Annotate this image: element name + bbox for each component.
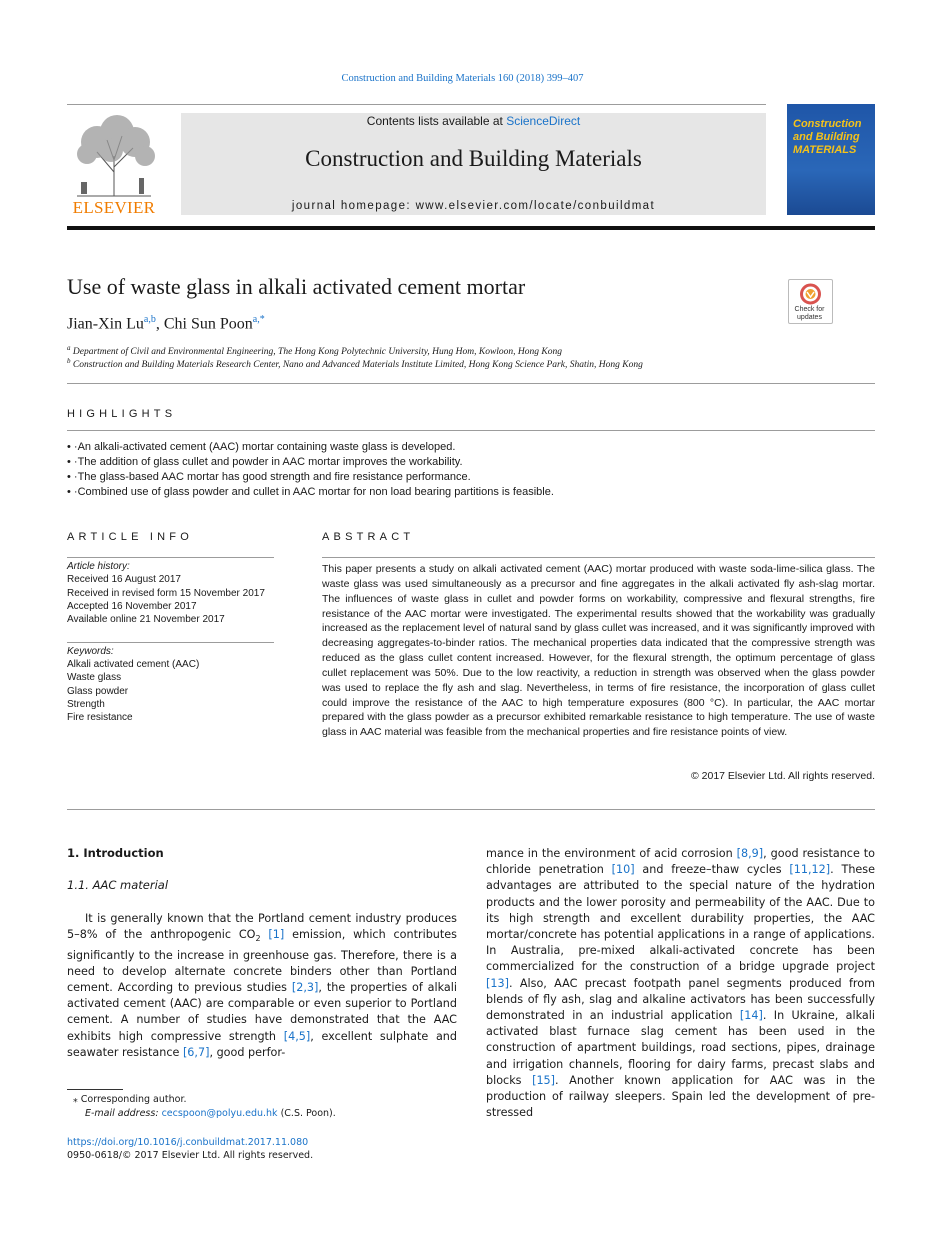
keywords-label: Keywords: [67,646,114,657]
contents-line [181,114,766,128]
body-column-left [67,911,457,1061]
check-updates-icon [789,280,832,306]
affiliation-text: Department of Civil and Environmental Engineering, The Hong Kong Polytechnic University, Hung Hom, Kowloon, Hong Kong [72,347,562,358]
subsection-heading: 1.1. AAC material [67,878,169,892]
author-affiliation-marker[interactable]: a,* [252,314,265,325]
body-text: and freeze–thaw cycles [634,863,790,877]
corresponding-text: Corresponding author. [80,1094,187,1105]
citation-link[interactable]: [6,7] [182,1045,210,1059]
body-text: emission, which contributes significantly to the increase in greenhouse gas. Therefore, there is a need to develop alternate concrete binders other than Portland cement. According to previous studies [67,928,457,995]
doi-link[interactable]: https://doi.org/10.1016/j.conbuildmat.2017.11.080 [67,1137,309,1148]
email-suffix: (C.S. Poon). [277,1108,336,1119]
body-text: . In Ukraine, alkali activated blast furnace slag cement has been used in the construction of apartment buildings, road sections, pipes, drainage and irrigation channels, flooring for dairy farms, precast slabs and blocks [486,1009,875,1087]
journal-homepage [181,200,766,212]
footnote-rule [67,1089,123,1090]
abstract-copyright: © 2017 Elsevier Ltd. All rights reserved. [691,770,875,782]
affiliation-marker: a [67,344,71,352]
highlight-item: • ·An alkali-activated cement (AAC) mortar containing waste glass is developed. [67,441,456,453]
body-text: , good perfor- [209,1045,286,1059]
body-text: . Also, AAC precast footpath panel segments produced from blends of fly ash, slag and alkaline activators has been successfully demonstrated in an industrial application [486,976,875,1023]
divider [67,642,274,643]
homepage-url[interactable]: www.elsevier.com/locate/conbuildmat [415,200,656,212]
highlight-item: • ·The glass-based AAC mortar has good strength and fire resistance performance. [67,471,471,483]
citation-link[interactable]: [2,3] [291,981,319,995]
body-text: , good resistance to chloride penetration [486,847,875,877]
article-history-label: Article history: [67,561,130,572]
journal-cover-title: Construction and Building MATERIALS [793,118,862,156]
keyword: Fire resistance [67,712,133,723]
issn-line: 0950-0618/© 2017 Elsevier Ltd. All rights reserved. [67,1150,314,1161]
citation-link[interactable]: [8,9] [736,847,764,860]
article-info-heading: ARTICLE INFO [67,531,193,543]
citation-link[interactable]: [11,12] [789,863,831,877]
history-received: Received 16 August 2017 [67,574,181,585]
contents-prefix: Contents lists available at [366,114,507,128]
subscript: 2 [255,934,261,944]
affiliation-b [67,357,643,370]
citation-link[interactable]: [10] [611,863,635,877]
body-text: It is generally known that the Portland cement industry produces 5–8% of the anthropogenic CO [67,912,457,942]
author-name[interactable]: Chi Sun Poon [163,315,253,333]
citation-link[interactable]: [4,5] [283,1029,311,1043]
corresponding-author-note [73,1094,187,1105]
keyword: Glass powder [67,686,129,697]
email-note [85,1108,336,1119]
author-separator: , [155,315,164,333]
divider [322,557,875,558]
history-online: Available online 21 November 2017 [67,614,225,625]
author-affiliation-marker[interactable]: a,b [143,314,156,325]
corresponding-mark: ⁎ [73,1094,78,1105]
divider [67,809,875,810]
elsevier-wordmark: ELSEVIER [72,198,156,217]
body-text: . These advantages are attributed to the special nature of the hydration products and the lower porosity and permeability of the AAC. Due to its high strength and excellent durability properties, the AAC mortar/concrete has potential applications in a range of applications. In Australia, pre-mixed alkali-activated concrete has been commercialized for the construction of a bridge upgrade project [486,863,875,974]
email-label: E-mail address: [85,1108,162,1119]
keyword: Alkali activated cement (AAC) [67,659,200,670]
keyword: Strength [67,699,105,710]
divider [67,557,274,558]
body-text: . Another known application for AAC was in the production of railway sleepers. Spain led the development of pre-stressed [486,1073,875,1120]
body-text: , excellent sulphate and seawater resistance [67,1029,457,1059]
header-divider [67,104,766,105]
citation-link[interactable]: [1] [268,928,285,942]
abstract-text: This paper presents a study on alkali activated cement (AAC) mortar produced with waste soda-lime-silica glass. The waste glass was used simultaneously as a precursor and fine aggregates in the alkali activated fly ash-slag mortar. The influences of waste glass in cullet and powder forms on workability, compressive and flexural strengths, fire resistance of the AAC mortar were investigated. The experimental results showed that the workability was gradually increased as the replacement level of natural sand by glass cullet was increased, and it was significantly improved with decreasing aggregates-to-binder ratios. The mechanical properties data indicated that the compressive strength was reduced as the glass cullet content increased. However, for the flexural strength, the optimum percentage of glass cullet replacement was 50%. Due to the low reactivity, a reduction in strength was observed when the glass powder was used to replace the fly ash and slag. Nevertheless, in terms of fire resistance, the incorporation of glass cullet could improve the resistance of the AAC to high temperature exposures (800 °C). In particular, the AAC mortar prepared with the glass powder as a precursor exhibited remarkable resistance to high temperature. The use of waste glass in AAC material was feasible from the mechanical properties and fire resistance points of view. [322,563,875,739]
author-name[interactable]: Jian-Xin Lu [67,315,144,333]
keyword: Waste glass [67,672,122,683]
journal-citation-link[interactable]: Construction and Building Materials 160 (2018) 399–407 [341,73,584,84]
highlights-heading: HIGHLIGHTS [67,408,177,420]
affiliation-a [67,344,562,357]
divider [67,383,875,384]
article-title: Use of waste glass in alkali activated cement mortar [67,274,526,299]
body-text: , the properties of alkali activated cement (AAC) are comparable or even superior to Portland cement. A number of studies have demonstrated that the AAC exhibits high compressive strength [67,981,457,1043]
highlight-item: • ·Combined use of glass powder and cullet in AAC mortar for non load bearing partitions is feasible. [67,486,554,498]
section-heading: 1. Introduction [67,846,164,860]
citation-link[interactable]: [13] [486,976,509,990]
highlight-item: • ·The addition of glass cullet and powder in AAC mortar improves the workability. [67,456,463,468]
abstract-heading: ABSTRACT [322,531,415,543]
affiliation-marker: b [67,357,71,365]
history-accepted: Accepted 16 November 2017 [67,601,197,612]
body-text: mance in the environment of acid corrosion [486,847,737,860]
citation-link[interactable]: [14] [739,1009,763,1023]
email-link[interactable]: cecspoon@polyu.edu.hk [161,1108,278,1119]
sciencedirect-link[interactable]: ScienceDirect [506,114,581,128]
author-list [67,314,265,333]
homepage-prefix: journal homepage: [291,200,416,212]
history-revised: Received in revised form 15 November 2017 [67,588,265,599]
journal-title: Construction and Building Materials [305,146,642,171]
divider [67,430,875,431]
citation-link[interactable]: [15] [532,1073,556,1087]
affiliation-text: Construction and Building Materials Research Center, Nano and Advanced Materials Institute Limited, Hong Kong Science Park, Shatin, Hong Kong [72,360,643,371]
body-column-right [486,846,875,1121]
header-thick-rule [67,226,875,230]
check-updates-label: Check for updates [794,306,825,321]
